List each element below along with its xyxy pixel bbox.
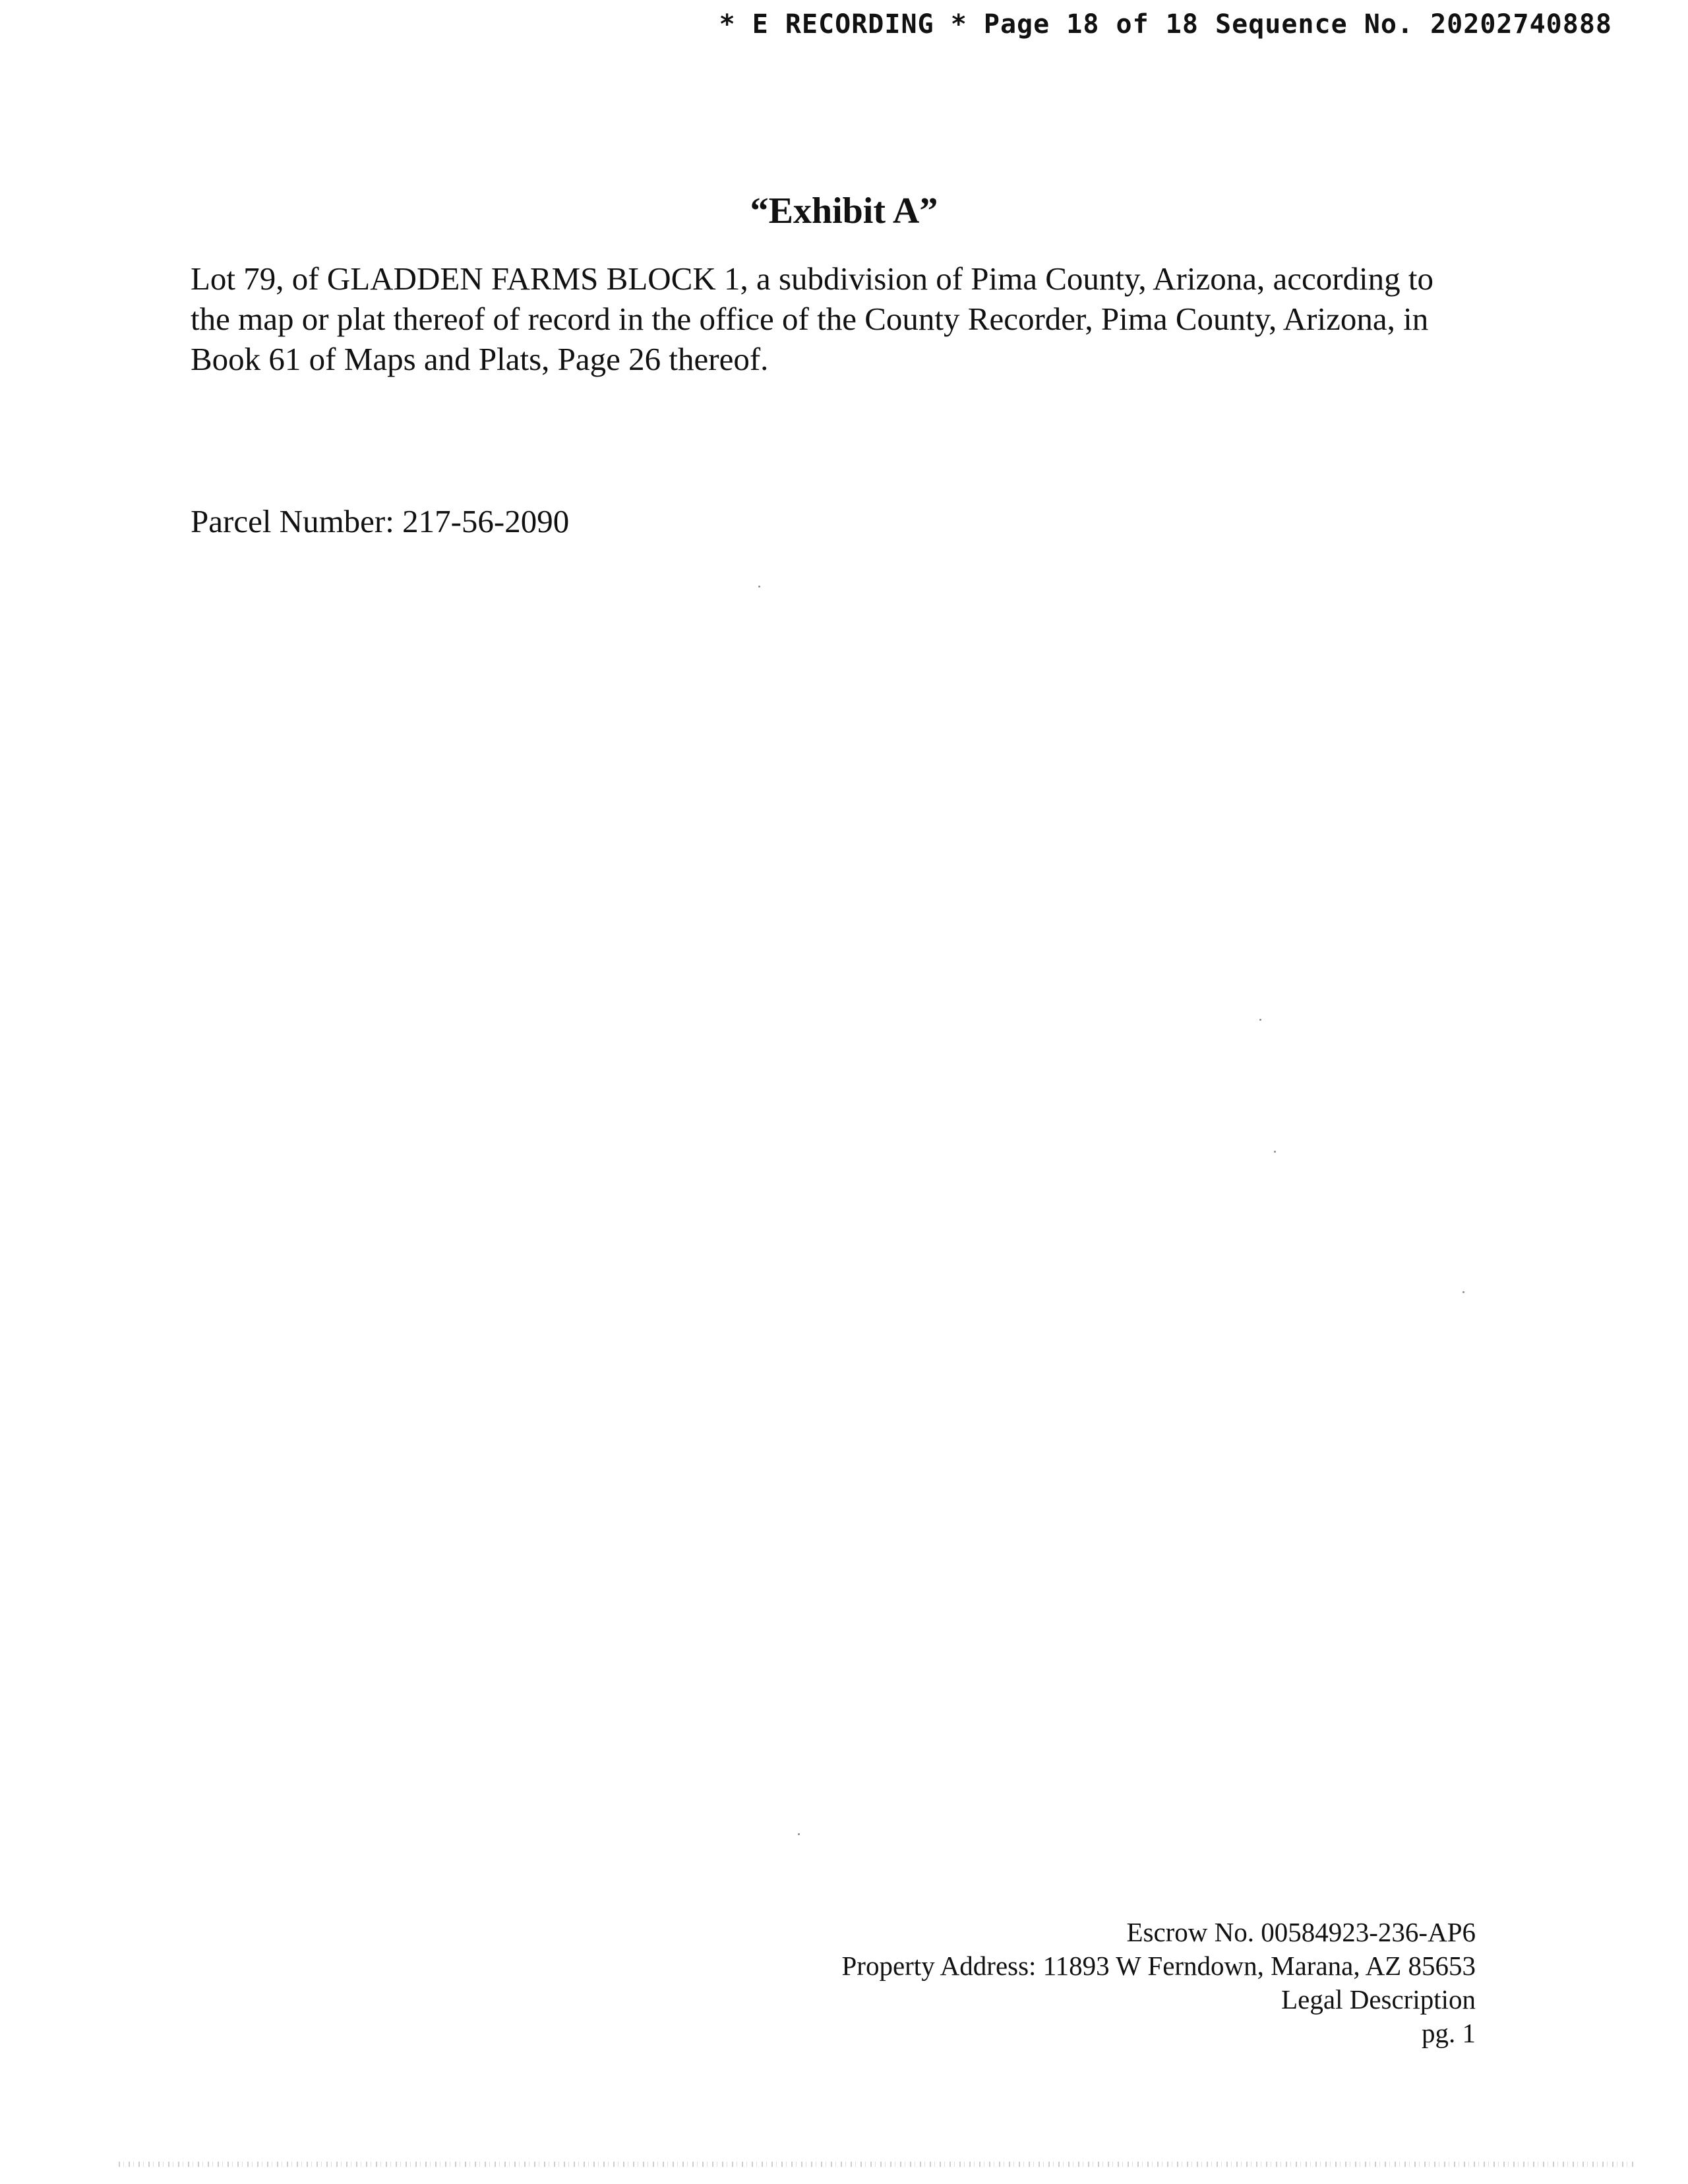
exhibit-title: “Exhibit A” [750, 191, 938, 231]
legal-description-line: Book 61 of Maps and Plats, Page 26 thereof. [191, 341, 769, 377]
scan-bottom-edge [119, 2162, 1635, 2167]
legal-description-line: Lot 79, of GLADDEN FARMS BLOCK 1, a subdivision of Pima County, Arizona, according to [191, 260, 1434, 297]
escrow-number: Escrow No. 00584923-236-AP6 [1126, 1917, 1476, 1947]
legal-description-paragraph [191, 258, 1483, 379]
scan-speck [1274, 1151, 1276, 1153]
scan-speck [1259, 1019, 1261, 1021]
document-type: Legal Description [1281, 1984, 1476, 2015]
property-address: Property Address: 11893 W Ferndown, Marana, AZ 85653 [841, 1951, 1476, 1981]
page-number: pg. 1 [1422, 2018, 1476, 2048]
scan-speck [1462, 1291, 1464, 1293]
recording-stamp: * E RECORDING * Page 18 of 18 Sequence No. 20202740888 [719, 9, 1612, 40]
legal-description-line: the map or plat thereof of record in the office of the County Recorder, Pima County, Arizona, in [191, 301, 1429, 337]
scan-speck [798, 1833, 800, 1835]
parcel-number: Parcel Number: 217-56-2090 [191, 503, 570, 539]
scan-speck [758, 586, 760, 588]
footer-info [842, 1916, 1476, 2050]
